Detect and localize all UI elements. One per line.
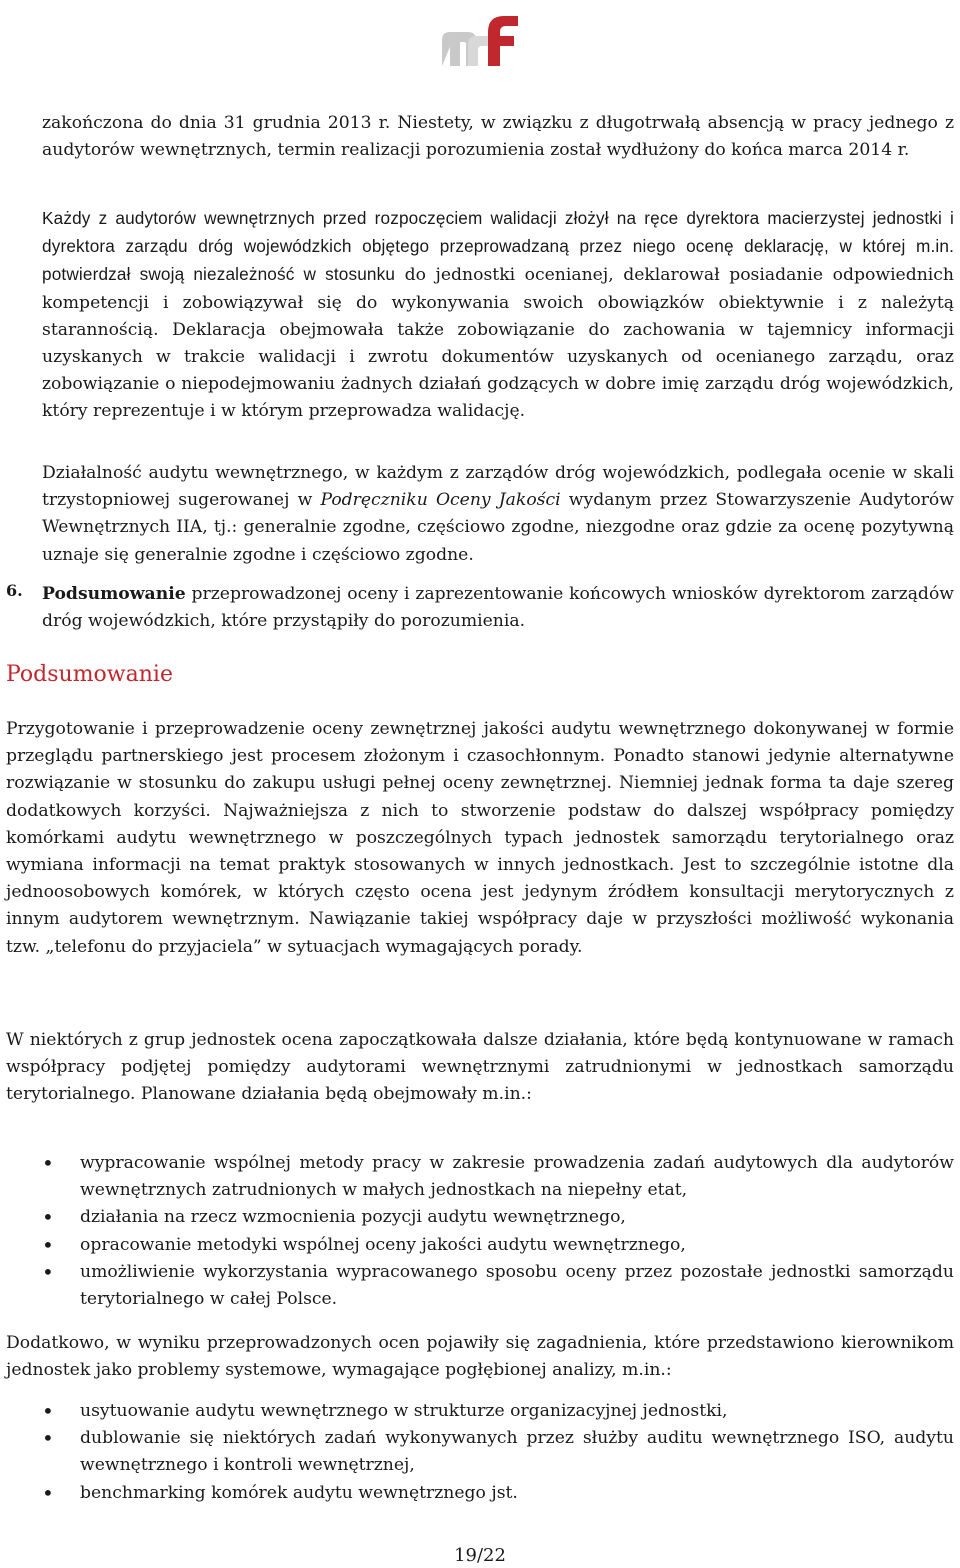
list-item: • wypracowanie wspólnej metody pracy w zakresie prowadzenia zadań audytowych dla audytorów wewnętrznych zatrudnionych w małych jednostkach na niepełny etat, <box>42 1150 954 1204</box>
systemic-issues-list <box>42 1398 954 1507</box>
list-item: • dublowanie się niektórych zadań wykonywanych przez służby auditu wewnętrznego ISO, audytu wewnętrznego i kontroli wewnętrznej, <box>42 1425 954 1479</box>
list-item: • usytuowanie audytu wewnętrznego w strukturze organizacyjnej jednostki, <box>42 1398 954 1425</box>
handbook-title: Podręczniku Oceny Jakości <box>320 490 561 511</box>
declaration-sans-text: Każdy z audytorów wewnętrznych przed rozpoczęciem walidacji złożył na ręce dyrektora macierzystej jednostki i dyrektora zarządu dróg wojewódzkich objętego przeprowadzaną przez niego ocenę deklarację, w której m.in. potwierdzał swoją niezależność w stosunku <box>42 208 954 285</box>
list-item: • działania na rzecz wzmocnienia pozycji audytu wewnętrznego, <box>42 1204 954 1231</box>
list-item: • benchmarking komórek audytu wewnętrznego jst. <box>42 1480 954 1507</box>
mf-logo-icon <box>438 10 522 68</box>
item-6-bold: Podsumowanie <box>42 584 186 604</box>
paragraph-scale <box>42 460 954 569</box>
paragraph-summary: Przygotowanie i przeprowadzenie oceny zewnętrznej jakości audytu wewnętrznego dokonywanej w formie przeglądu partnerskiego jest procesem złożonym i czasochłonnym. Ponadto stanowi jedynie alternatywne rozwiązanie w stosunku do zakupu usługi pełnej oceny zewnętrznej. Niemniej jednak forma ta daje szereg dodatkowych korzyści. Najważniejsza z nich to stworzenie podstaw do dalszej współpracy pomiędzy komórkami audytu wewnętrznego w poszczególnych typach jednostek samorządu terytorialnego oraz wymiana informacji na temat praktyk stosowanych w innych jednostkach. Jest to szczególnie istotne dla jednoosobowych komórek, w których często ocena jest jedynym źródłem konsultacji merytorycznych z innym audytorem wewnętrznym. Nawiązanie takiej współpracy daje w przyszłości możliwość wykonania tzw. „telefonu do przyjaciela” w sytuacjach wymagających porady. <box>6 719 954 957</box>
paragraph-planned-actions: W niektórych z grup jednostek ocena zapoczątkowała dalsze działania, które będą kontynuowane w ramach współpracy podjętej pomiędzy audytorami wewnętrznymi zatrudnionymi w jednostkach samorządu terytorialnego. Planowane działania będą obejmowały m.in.: <box>6 1030 954 1105</box>
paragraph-declaration <box>42 205 954 426</box>
item-number: 6. <box>6 581 23 600</box>
list-item: • umożliwienie wykorzystania wypracowanego sposobu oceny przez pozostałe jednostki samorządu terytorialnego w całej Polsce. <box>42 1259 954 1313</box>
scale-text-pre: Działalność audytu wewnętrznego, w każdym z zarządów dróg wojewódzkich, podlegała ocenie w skali trzystopniowej sugerowanej w <box>42 463 954 511</box>
list-item: • opracowanie metodyki wspólnej oceny jakości audytu wewnętrznego, <box>42 1232 954 1259</box>
section-heading: Podsumowanie <box>6 662 173 687</box>
numbered-item-6 <box>6 581 954 635</box>
declaration-rest-text: do jednostki ocenianej, deklarował posiadanie odpowiednich kompetencji i zobowiązywał się do wykonywania swoich obowiązków obiektywnie i z należytą starannością. Deklaracja obejmowała także zobowiązanie do zachowania w tajemnicy informacji uzyskanych w trakcie walidacji i zwrotu dokumentów uzyskanych od ocenianego zarządu, oraz zobowiązanie o niepodejmowaniu żadnych działań godzących w dobre imię zarządu dróg wojewódzkich, który reprezentuje i w którym przeprowadza walidację. <box>42 265 954 422</box>
item-6-body: przeprowadzonej oceny i zaprezentowanie końcowych wniosków dyrektorom zarządów dróg wojewódzkich, które przystąpiły do porozumienia. <box>42 584 954 632</box>
item-6-text <box>42 581 954 635</box>
paragraph-systemic-issues: Dodatkowo, w wyniku przeprowadzonych ocen pojawiły się zagadnienia, które przedstawiono kierownikom jednostek jako problemy systemowe, wymagające pogłębionej analizy, m.in.: <box>6 1333 954 1381</box>
scale-text-post: wydanym przez Stowarzyszenie Audytorów Wewnętrznych IIA, tj.: generalnie zgodne, częściowo zgodne, niezgodne oraz gdzie za ocenę pozytywną uznaje się generalnie zgodne i częściowo zgodne. <box>42 490 954 565</box>
planned-actions-list <box>42 1150 954 1313</box>
paragraph-intro: zakończona do dnia 31 grudnia 2013 r. Niestety, w związku z długotrwałą absencją w pracy jednego z audytorów wewnętrznych, termin realizacji porozumienia został wydłużony do końca marca 2014 r. <box>42 113 954 161</box>
page-number: 19/22 <box>454 1545 506 1566</box>
